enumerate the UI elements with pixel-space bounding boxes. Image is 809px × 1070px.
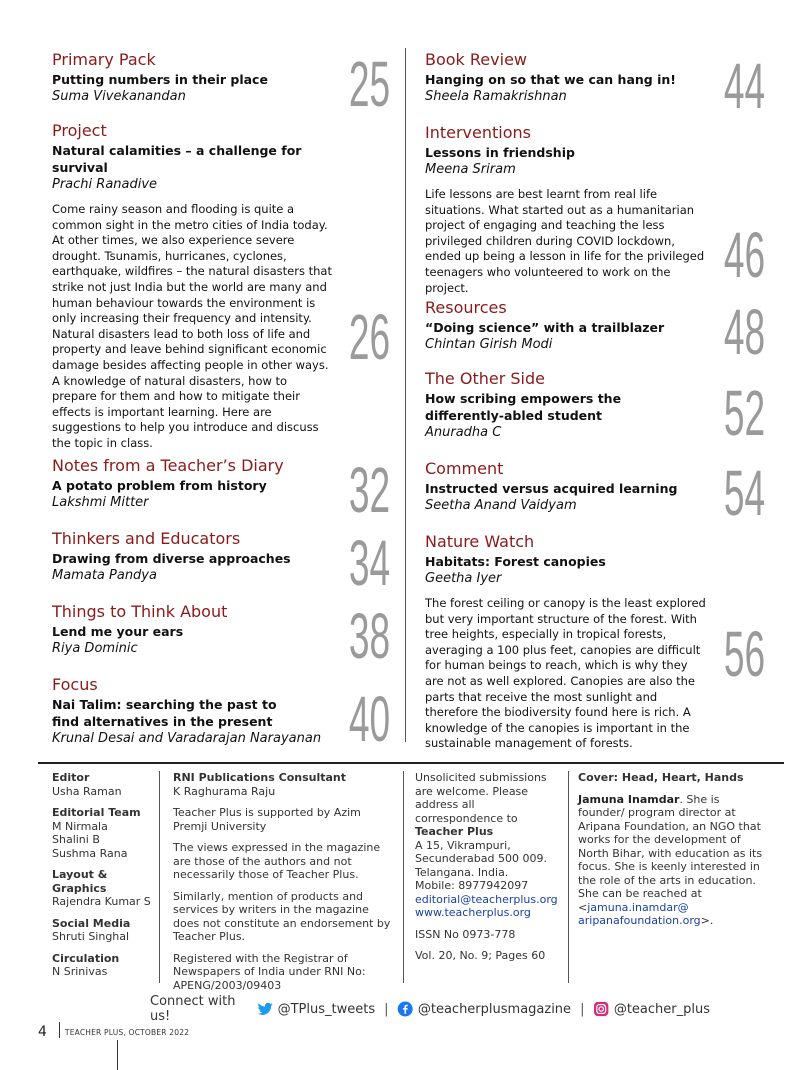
article-headline: Lessons in friendship	[425, 145, 575, 160]
footer-divider	[117, 1040, 118, 1070]
page-number: 44	[723, 50, 765, 122]
website-link[interactable]: www.teacherplus.org	[415, 906, 531, 919]
article-author: Sheela Ramakrishnan	[425, 89, 567, 104]
article-summary: Come rainy season and flooding is quite a common sight in the metro cities of India today. At other times, we also experience severe drought. Tsunamis, hurricanes, cyclones, earthquake, wildfires – the natural disasters that strike not just India but the world are many and human behaviour towards the environment is only increasing their frequency and intensity. Natural disasters lead to both loss of life and property and leave behind significant economic damage besides affecting people in other ways. A knowledge of natural disasters, how to prepare for them and how to mitigate their effects is important learning. Here are suggestions to help you introduce and discuss the topic in class.	[52, 202, 332, 450]
staff-name: N Srinivas	[52, 965, 108, 978]
toc-entry[interactable]	[52, 454, 390, 526]
article-headline: Instructed versus acquired learning	[425, 481, 678, 496]
toc-entry[interactable]	[425, 296, 765, 368]
section-title: Resources	[425, 298, 507, 317]
page-number: 38	[348, 600, 390, 672]
staff-name: K Raghurama Raju	[173, 784, 276, 798]
section-title: The Other Side	[425, 369, 545, 388]
article-author: Anuradha C	[425, 425, 502, 440]
submissions-note: Unsolicited submissions are welcome. Please address all correspondence to	[415, 771, 547, 825]
section-title: Project	[52, 121, 107, 140]
page-number: 25	[348, 48, 390, 120]
section-rule	[38, 762, 784, 764]
cover-email-link[interactable]: jamuna.inamdar@ aripanafoundation.org	[578, 900, 701, 927]
article-author: Riya Dominic	[52, 641, 138, 656]
section-title: Things to Think About	[52, 602, 228, 621]
article-headline: Lend me your ears	[52, 624, 184, 639]
staff-label: RNI Publications Consultant	[173, 771, 347, 784]
footer-divider	[59, 1022, 60, 1038]
disclaimer-products: Similarly, mention of products and services by writers in the magazine does not constitute an endorsement by Teacher Plus.	[173, 889, 391, 943]
facebook-handle[interactable]: @teacherplusmagazine	[417, 1001, 572, 1017]
cover-title: Cover: Head, Heart, Hands	[578, 771, 744, 784]
social-links	[150, 994, 710, 1024]
divider: |	[384, 1001, 389, 1017]
facebook-icon[interactable]	[397, 1000, 413, 1018]
toc-entry[interactable]	[425, 457, 765, 529]
section-title: Thinkers and Educators	[52, 529, 241, 548]
instagram-icon[interactable]	[593, 1000, 609, 1018]
toc-entry[interactable]	[425, 123, 765, 296]
cover-column	[578, 771, 768, 928]
staff-name: Shalini B	[52, 833, 100, 846]
section-title: Book Review	[425, 50, 527, 69]
toc-entry[interactable]	[425, 50, 765, 122]
article-headline: “Doing science” with a trailblazer	[425, 320, 665, 335]
article-headline: Putting numbers in their place	[52, 72, 268, 87]
staff-label: Editorial Team	[52, 806, 141, 819]
page-number: 52	[723, 377, 765, 449]
staff-divider	[403, 771, 404, 983]
section-title: Primary Pack	[52, 50, 156, 69]
staff-name: Rajendra Kumar S	[52, 895, 151, 908]
toc-entry[interactable]	[52, 48, 390, 120]
toc-entry[interactable]	[52, 527, 390, 599]
article-summary: Life lessons are best learnt from real life situations. What started out as a humanitarian project of engaging and teaching the less privileged children during COVID lockdown, ended up being a lesson in life for the privileged teenagers who volunteered to work on the project.	[425, 187, 705, 295]
staff-name: M Nirmala	[52, 819, 108, 833]
page-number: 34	[348, 527, 390, 599]
twitter-icon[interactable]	[257, 1000, 273, 1018]
support-note: Teacher Plus is supported by Azim Premji University	[173, 806, 361, 833]
cover-artist: Jamuna Inamdar	[578, 792, 680, 806]
page-number: 48	[723, 296, 765, 368]
column-divider	[405, 48, 406, 742]
cover-bio-end: >.	[700, 914, 714, 927]
issn-number: ISSN No 0973-778	[415, 927, 516, 941]
article-headline: Habitats: Forest canopies	[425, 554, 606, 569]
page-number: 54	[723, 457, 765, 529]
section-title: Nature Watch	[425, 532, 535, 551]
address-line: Secunderabad 500 009.	[415, 852, 547, 865]
staff-name: Shruti Singhal	[52, 930, 130, 943]
section-title: Notes from a Teacher’s Diary	[52, 456, 284, 475]
toc-entry[interactable]	[425, 532, 765, 752]
article-headline: A potato problem from history	[52, 478, 267, 493]
email-link[interactable]: editorial@teacherplus.org	[415, 892, 558, 906]
connect-label: Connect with us!	[150, 994, 236, 1024]
article-author: Mamata Pandya	[52, 568, 157, 583]
section-title: Focus	[52, 675, 98, 694]
toc-entry[interactable]	[52, 600, 390, 672]
disclaimer-views: The views expressed in the magazine are those of the authors and not necessarily those of Teacher Plus.	[173, 841, 381, 881]
article-headline: Nai Talim: searching the past to find alternatives in the present	[52, 697, 277, 729]
publisher-column	[173, 771, 395, 1000]
toc-entry[interactable]	[425, 369, 765, 449]
article-author: Prachi Ranadive	[52, 177, 158, 192]
staff-label: Layout & Graphics	[52, 868, 108, 895]
page-number: 40	[348, 683, 390, 755]
registration-note: Registered with the Registrar of Newspapers of India under RNI No: APENG/2003/09403	[173, 951, 366, 992]
article-author: Meena Sriram	[425, 162, 516, 177]
staff-divider	[568, 771, 569, 983]
twitter-handle[interactable]: @TPlus_tweets	[277, 1001, 376, 1017]
section-title: Interventions	[425, 123, 531, 142]
page-number: 32	[348, 454, 390, 526]
divider: |	[580, 1001, 585, 1017]
staff-divider	[159, 771, 160, 983]
article-author: Suma Vivekanandan	[52, 89, 186, 104]
toc-entry[interactable]	[52, 675, 390, 755]
article-author: Chintan Girish Modi	[425, 337, 553, 352]
page-number: 56	[723, 618, 765, 690]
article-headline: How scribing empowers the differently-abled student	[425, 391, 622, 423]
article-author: Krunal Desai and Varadarajan Narayanan	[52, 731, 322, 746]
staff-label: Editor	[52, 771, 90, 784]
staff-name: Usha Raman	[52, 784, 122, 798]
page-number: 26	[348, 301, 390, 373]
cover-credit	[578, 793, 768, 928]
page-footer	[38, 1024, 189, 1040]
article-headline: Drawing from diverse approaches	[52, 551, 291, 566]
folio-masthead: TEACHER PLUS, OCTOBER 2022	[64, 1027, 190, 1037]
article-headline: Hanging on so that we can hang in!	[425, 72, 676, 87]
instagram-handle[interactable]: @teacher_plus	[613, 1001, 710, 1017]
address-line: Telangana. India.	[415, 865, 509, 879]
toc-entry[interactable]	[52, 121, 390, 452]
section-title: Comment	[425, 459, 504, 478]
article-author: Geetha Iyer	[425, 571, 502, 586]
folio-number: 4	[38, 1024, 47, 1040]
page-number: 46	[723, 219, 765, 291]
contact-column	[415, 771, 561, 963]
article-author: Seetha Anand Vaidyam	[425, 498, 577, 513]
cover-bio: . She is founder/ program director at Aripana Foundation, an NGO that works for the development of North Bihar, with education as its focus. She is keenly interested in the role of the arts in education. She can be reached at <	[578, 792, 763, 914]
mobile-number: Mobile: 8977942097	[415, 879, 529, 892]
address-line: A 15, Vikrampuri,	[415, 838, 511, 852]
staff-column	[52, 771, 152, 987]
staff-label: Circulation	[52, 951, 120, 965]
staff-label: Social Media	[52, 916, 131, 930]
staff-name: Sushma Rana	[52, 846, 128, 860]
org-name: Teacher Plus	[415, 825, 494, 838]
article-headline: Natural calamities – a challenge for survival	[52, 143, 302, 175]
article-summary: The forest ceiling or canopy is the least explored but very important structure of the forest. With tree heights, especially in tropical forests, averaging a 100 plus feet, canopies are difficult for human beings to reach, which is why they are not as well explored. Canopies are also the parts that receive the most sunlight and therefore the biodiversity found here is rich. A knowledge of the canopies is important in the sustainable management of forests.	[425, 596, 706, 751]
volume-info: Vol. 20, No. 9; Pages 60	[415, 949, 546, 962]
article-author: Lakshmi Mitter	[52, 495, 149, 510]
